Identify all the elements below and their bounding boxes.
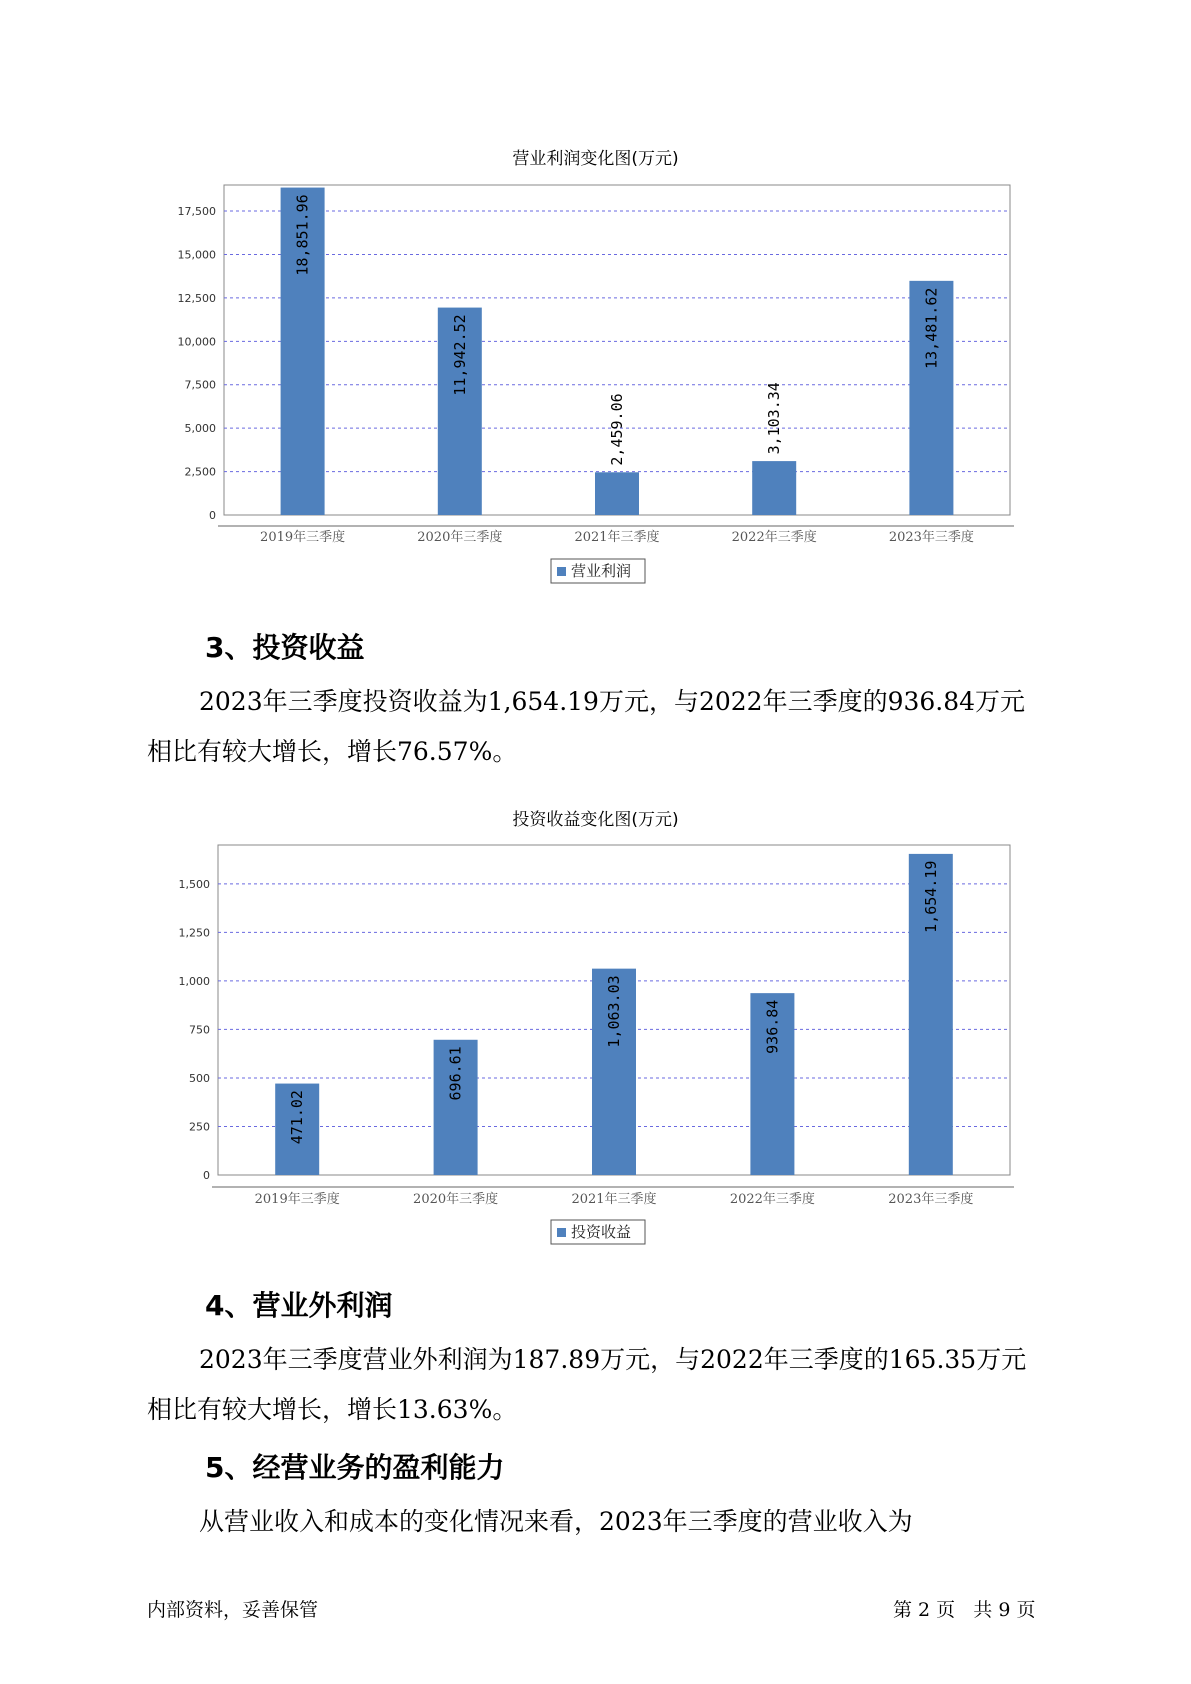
y-tick-label: 0	[203, 1169, 210, 1182]
legend-label: 投资收益	[571, 1223, 632, 1241]
paragraph-non-operating: 2023年三季度营业外利润为187.89万元，与2022年三季度的165.35万元相比有较大增长，增长13.63%。	[147, 1345, 1027, 1424]
data-label: 1,063.03	[605, 975, 623, 1048]
section-heading-non-operating: 4、营业外利润	[205, 1289, 393, 1322]
data-label: 696.61	[446, 1046, 465, 1101]
y-tick-label: 15,000	[177, 248, 216, 262]
data-label: 3,103.34	[765, 382, 784, 455]
y-tick-label: 250	[189, 1120, 210, 1134]
y-tick-label: 1,500	[178, 877, 210, 891]
footer-right: 第 2 页 共 9 页	[893, 1599, 1036, 1621]
section-heading-investment: 3、投资收益	[205, 631, 365, 664]
x-tick-label: 2023年三季度	[888, 530, 974, 545]
y-tick-label: 1,250	[178, 926, 210, 940]
x-tick-label: 2023年三季度	[888, 1192, 974, 1207]
data-label: 1,654.19	[921, 860, 940, 933]
y-tick-label: 0	[209, 509, 216, 522]
data-label: 2,459.06	[608, 393, 626, 466]
y-tick-label: 750	[189, 1023, 210, 1037]
y-tick-label: 5,000	[184, 422, 216, 436]
y-tick-label: 2,500	[184, 465, 216, 479]
y-tick-label: 17,500	[177, 205, 216, 219]
data-label: 11,942.52	[450, 314, 469, 396]
x-tick-label: 2022年三季度	[731, 530, 817, 545]
paragraph-profitability: 从营业收入和成本的变化情况来看，2023年三季度的营业收入为	[199, 1507, 913, 1536]
data-label: 936.84	[763, 999, 782, 1054]
x-tick-label: 2022年三季度	[729, 1192, 815, 1207]
legend-swatch	[557, 1228, 566, 1237]
x-tick-label: 2019年三季度	[254, 1192, 340, 1207]
data-label: 18,851.96	[293, 194, 312, 276]
legend-label: 营业利润	[571, 562, 632, 580]
x-tick-label: 2021年三季度	[571, 1192, 657, 1207]
y-tick-label: 12,500	[177, 291, 216, 305]
section-heading-profitability: 5、经营业务的盈利能力	[205, 1451, 505, 1484]
data-label: 471.02	[288, 1090, 307, 1145]
data-label: 13,481.62	[922, 287, 941, 369]
y-tick-label: 7,500	[184, 378, 216, 392]
y-tick-label: 500	[189, 1071, 210, 1085]
x-tick-label: 2020年三季度	[417, 530, 503, 545]
x-tick-label: 2019年三季度	[260, 530, 346, 545]
chart-title: 营业利润变化图(万元)	[512, 149, 679, 169]
chart-title: 投资收益变化图(万元)	[512, 810, 679, 830]
paragraph-investment: 2023年三季度投资收益为1,654.19万元，与2022年三季度的936.84万元相比有较大增长，增长76.57%。	[147, 687, 1026, 766]
y-tick-label: 10,000	[177, 335, 216, 349]
y-tick-label: 1,000	[178, 974, 210, 988]
x-tick-label: 2020年三季度	[413, 1192, 499, 1207]
x-tick-label: 2021年三季度	[574, 530, 660, 545]
footer-left: 内部资料，妥善保管	[147, 1599, 319, 1621]
